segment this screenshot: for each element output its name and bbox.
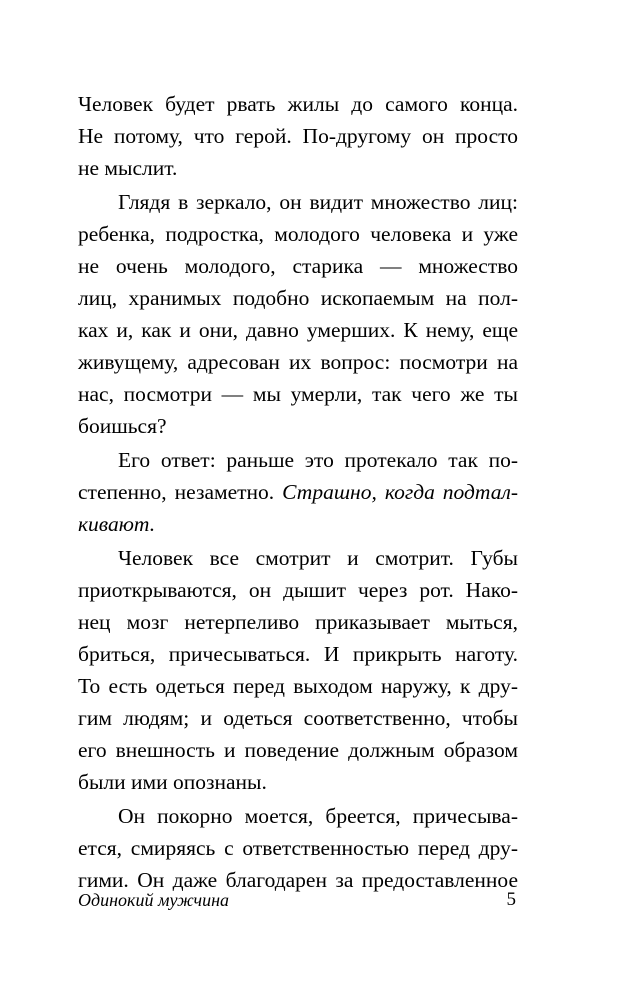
text-line: не мыслит. [78, 156, 178, 180]
text-line: его внешность и поведение должным образом [78, 738, 518, 762]
text-line: Он покорно моется, бреется, причесыва- [118, 804, 518, 828]
text-line: гим людям; и одеться соответственно, чтобы [78, 706, 518, 730]
text-line: То есть одеться перед выходом наружу, к дру- [78, 674, 518, 698]
body-text [78, 88, 518, 896]
page-number: 5 [506, 889, 516, 910]
text-line: ках и, как и они, давно умерших. К нему, еще [78, 318, 518, 342]
text-line: нец мозг нетерпеливо приказывает мыться, [78, 610, 518, 634]
page-footer [78, 886, 518, 914]
text-line: Человек будет рвать жилы до самого конца. [78, 92, 518, 116]
running-title: Одинокий мужчина [78, 890, 230, 910]
text-line: приоткрываются, он дышит через рот. Нако- [78, 578, 518, 602]
text-line: лиц, хранимых подобно ископаемым на пол- [78, 286, 518, 310]
text-line: живущему, адресован их вопрос: посмотри на [78, 350, 518, 374]
text-line: были ими опознаны. [78, 770, 267, 794]
text-line: не очень молодого, старика — множество [78, 254, 518, 278]
text-line: Не потому, что герой. По-другому он просто [78, 124, 518, 148]
italic-emphasis: Страшно, когда подтал- [282, 480, 518, 504]
text-line: боишься? [78, 414, 167, 438]
text-line: ребенка, подростка, молодого человека и уже [78, 222, 518, 246]
text-line: нас, посмотри — мы умерли, так чего же ты [78, 382, 518, 406]
italic-emphasis: кивают. [78, 512, 156, 536]
text-line [78, 508, 518, 540]
text-line: бриться, причесываться. И прикрыть наготу. [78, 642, 518, 666]
text-line: степенно, незаметно. Страшно, когда подтал- [78, 480, 518, 504]
text-line: гими. Он даже благодарен за предоставленное [78, 868, 518, 892]
text-line: Глядя в зеркало, он видит множество лиц: [118, 190, 518, 214]
text-line: Человек все смотрит и смотрит. Губы [118, 546, 518, 570]
text-line: Его ответ: раньше это протекало так по- [118, 448, 518, 472]
text-line: ется, смиряясь с ответственностью перед дру- [78, 836, 518, 860]
